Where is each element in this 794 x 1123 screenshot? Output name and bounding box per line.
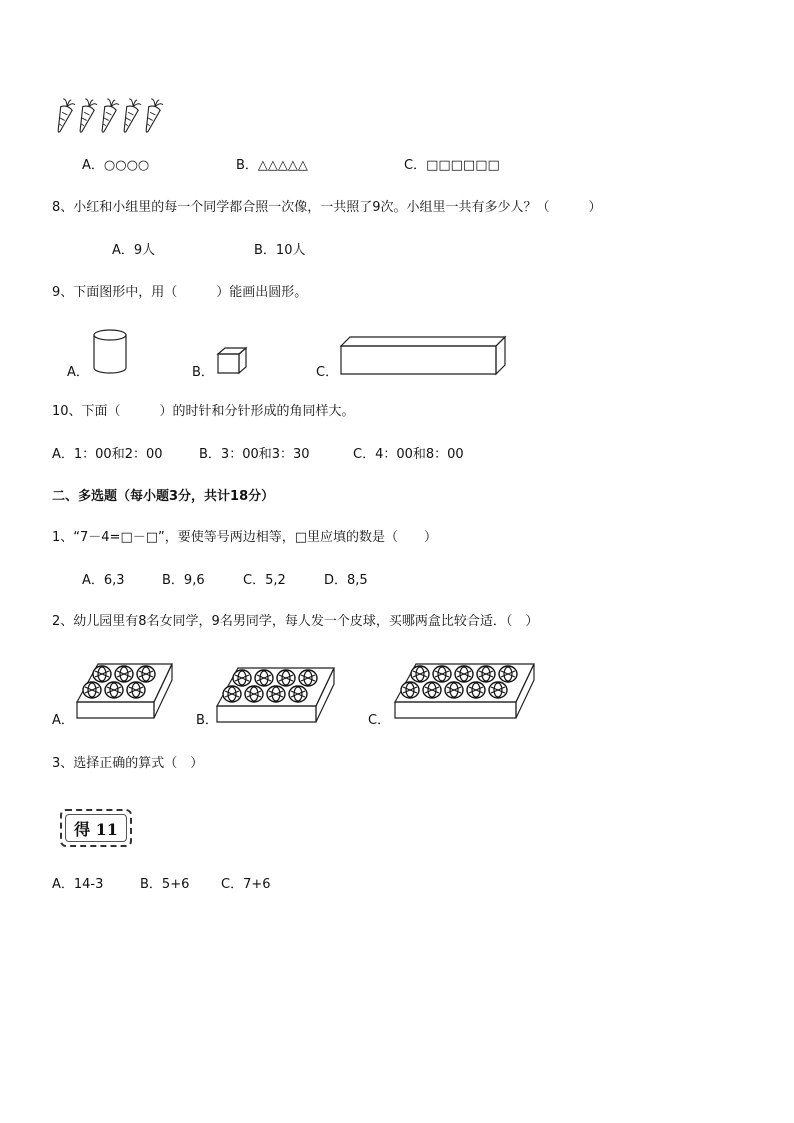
- q9-question: 9、下面图形中，用（ ）能画出圆形。: [52, 285, 308, 300]
- ball-icon: [455, 666, 473, 682]
- carrot-icon: [141, 98, 164, 134]
- section-title: 二、多选题（每小题3分，共计18分）: [52, 489, 275, 504]
- ball-icon: [245, 686, 263, 702]
- ball-icon: [467, 682, 485, 698]
- cylinder-icon: [92, 329, 132, 375]
- m2-option-b[interactable]: B．: [196, 713, 218, 728]
- q7-option-a[interactable]: A．○○○○: [82, 158, 150, 173]
- ball-icon: [499, 666, 517, 682]
- q10-option-c[interactable]: C．4：00和8：00: [353, 447, 464, 462]
- m3-option-b[interactable]: B．5+6: [140, 877, 190, 892]
- m3-option-a[interactable]: A．14-3: [52, 877, 104, 892]
- ball-icon: [127, 682, 145, 698]
- ball-icon: [489, 682, 507, 698]
- ball-box-8-icon: [216, 664, 342, 726]
- m1-option-c[interactable]: C．5,2: [243, 573, 286, 588]
- carrot-icon: [53, 98, 76, 134]
- carrot-icon: [75, 98, 98, 134]
- m1-option-a[interactable]: A．6,3: [82, 573, 125, 588]
- q10-option-a[interactable]: A．1：00和2：00: [52, 447, 163, 462]
- m3-question: 3、选择正确的算式（ ）: [52, 756, 204, 771]
- q8-option-a[interactable]: A．9人: [112, 243, 156, 258]
- ball-box-6-icon: [76, 660, 186, 722]
- carrot-icon: [97, 98, 120, 134]
- m2-option-a[interactable]: A．: [52, 713, 74, 728]
- ball-icon: [277, 670, 295, 686]
- m1-question: 1、“7－4=□－□”，要使等号两边相等，□里应填的数是（ ）: [52, 530, 438, 545]
- ball-icon: [401, 682, 419, 698]
- ball-icon: [289, 686, 307, 702]
- m2-option-c[interactable]: C．: [368, 713, 391, 728]
- ball-icon: [423, 682, 441, 698]
- ball-icon: [477, 666, 495, 682]
- m1-option-b[interactable]: B．9,6: [162, 573, 205, 588]
- cube-icon: [217, 347, 249, 375]
- ball-icon: [445, 682, 463, 698]
- ball-icon: [223, 686, 241, 702]
- cuboid-icon: [340, 336, 508, 376]
- q9-option-a[interactable]: A．: [67, 365, 89, 380]
- ball-icon: [233, 670, 251, 686]
- q7-option-c[interactable]: C．□□□□□□: [404, 158, 500, 173]
- ball-icon: [93, 666, 111, 682]
- m3-option-c[interactable]: C．7+6: [221, 877, 271, 892]
- q8-option-b[interactable]: B．10人: [254, 243, 306, 258]
- ball-icon: [255, 670, 273, 686]
- ball-icon: [137, 666, 155, 682]
- q10-option-b[interactable]: B．3：00和3：30: [199, 447, 310, 462]
- ball-icon: [299, 670, 317, 686]
- ball-icon: [411, 666, 429, 682]
- carrot-row: [52, 96, 172, 134]
- q9-option-c[interactable]: C．: [316, 365, 339, 380]
- ball-icon: [433, 666, 451, 682]
- score-label: 得 11: [74, 819, 118, 839]
- q8-question: 8、小红和小组里的每一个同学都合照一次像，一共照了9次。小组里一共有多少人？（ ）: [52, 200, 602, 215]
- ball-icon: [83, 682, 101, 698]
- ball-icon: [267, 686, 285, 702]
- ball-icon: [105, 682, 123, 698]
- q7-option-b[interactable]: B．△△△△△: [236, 158, 308, 173]
- m2-question: 2、幼儿园里有8名女同学，9名男同学，每人发一个皮球，买哪两盒比较合适．（ ）: [52, 614, 539, 629]
- score-label-box: [60, 809, 132, 847]
- q9-option-b[interactable]: B．: [192, 365, 214, 380]
- carrot-icon: [119, 98, 142, 134]
- q10-question: 10、下面（ ）的时针和分针形成的角同样大。: [52, 404, 355, 419]
- ball-icon: [115, 666, 133, 682]
- ball-box-10-icon: [394, 660, 536, 722]
- m1-option-d[interactable]: D．8,5: [324, 573, 368, 588]
